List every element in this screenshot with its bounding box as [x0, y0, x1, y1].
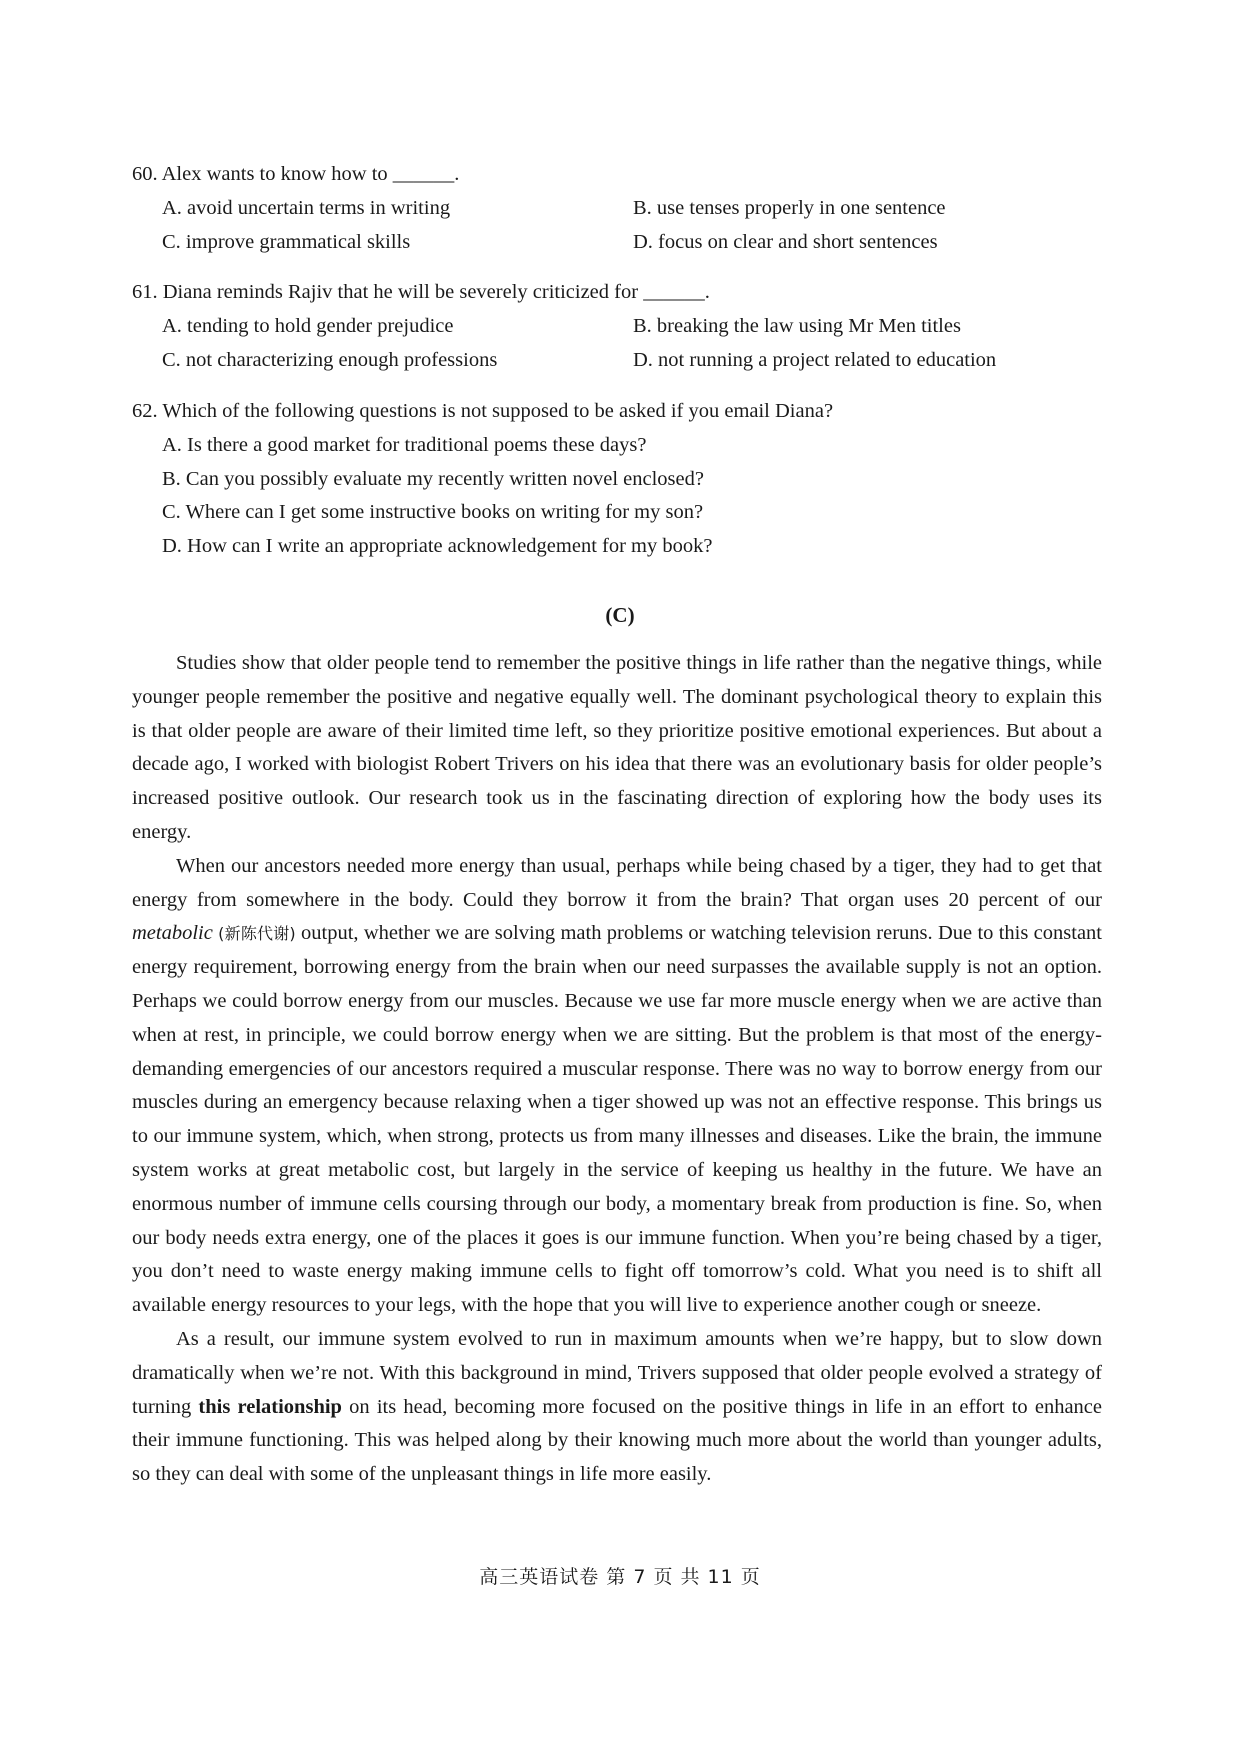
question-62-stem: 62. Which of the following questions is not supposed to be asked if you email Diana? [132, 400, 834, 422]
question-60-stem: 60. Alex wants to know how to ______. [132, 163, 460, 185]
question-61-option-b: B. breaking the law using Mr Men titles [633, 315, 961, 337]
question-61-option-a: A. tending to hold gender prejudice [162, 315, 454, 337]
question-62-option-d: D. How can I write an appropriate acknowledgement for my book? [162, 535, 713, 557]
question-61-stem: 61. Diana reminds Rajiv that he will be severely criticized for ______. [132, 281, 710, 303]
paragraph-2-text-b: output, whether we are solving math problems or watching television reruns. Due to this constant energy requirement, borrowing energy from the brain when our need surpasses the available supply is not an option. Perhaps we could borrow energy from our muscles. Because we use far more muscle energy when we are active than when at rest, in principle, we could borrow energy when we are sitting. But the problem is that most of the energy-demanding emergencies of our ancestors required a muscular response. There was no way to borrow energy from our muscles during an emergency because relaxing when a tiger showed up was not an effective response. This brings us to our immune system, which, when strong, protects us from many illnesses and diseases. Like the brain, the immune system works at great metabolic cost, but largely in the service of keeping us healthy in the future. We have an enormous number of immune cells coursing through our body, a momentary break from production is fine. So, when our body needs extra energy, one of the places it goes is our immune function. When you’re being chased by a tiger, you don’t need to waste energy making immune cells to fight off tomorrow’s cold. What you need is to shift all available energy resources to your legs, with the hope that you will live to experience another cough or sneeze. [132, 922, 1102, 1317]
question-61-option-c: C. not characterizing enough professions [162, 349, 498, 371]
term-gloss: (新陈代谢) [218, 924, 296, 944]
question-62-option-c: C. Where can I get some instructive books on writing for my son? [162, 501, 704, 523]
passage-paragraph-1: Studies show that older people tend to remember the positive things in life rather than the negative things, while younger people remember the positive and negative equally well. The dominant psychological theory to explain this is that older people are aware of their limited time left, so they prioritize positive emotional experiences. But about a decade ago, I worked with biologist Robert Trivers on his idea that there was an evolutionary basis for older people’s increased positive outlook. Our research took us in the fascinating direction of exploring how the body uses its energy. [132, 652, 1102, 843]
question-61-option-d: D. not running a project related to education [633, 349, 997, 371]
question-60-option-c: C. improve grammatical skills [162, 231, 411, 253]
question-62-option-a: A. Is there a good market for traditional poems these days? [162, 434, 647, 456]
passage-paragraph-3 [132, 1323, 1102, 1492]
passage-paragraph-2 [132, 850, 1102, 1323]
question-62-option-b: B. Can you possibly evaluate my recently written novel enclosed? [162, 468, 704, 490]
paragraph-3-text-b: on its head, becoming more focused on the positive things in life in an effort to enhance their immune functioning. This was helped along by their knowing much more about the world than younger adults, so they can deal with some of the unpleasant things in life more easily. [132, 1395, 1102, 1486]
page-footer: 高三英语试卷 第 7 页 共 11 页 [479, 1566, 761, 1588]
question-60-option-b: B. use tenses properly in one sentence [633, 197, 946, 219]
reading-passage [132, 647, 1102, 1492]
paragraph-3-text-a: As a result, our immune system evolved to run in maximum amounts when we’re happy, but to slow down dramatically when we’re not. With this background in mind, Trivers supposed that older people evolved a strategy of turning [132, 1327, 1102, 1418]
section-title: (C) [605, 603, 635, 627]
question-60-option-d: D. focus on clear and short sentences [633, 231, 938, 253]
bold-phrase: this relationship [198, 1395, 342, 1418]
term-metabolic: metabolic [132, 922, 213, 945]
question-60-option-a: A. avoid uncertain terms in writing [162, 197, 451, 219]
paragraph-2-text-a: When our ancestors needed more energy than usual, perhaps while being chased by a tiger, they had to get that energy from somewhere in the body. Could they borrow it from the brain? That organ uses 20 percent of our [132, 854, 1102, 911]
